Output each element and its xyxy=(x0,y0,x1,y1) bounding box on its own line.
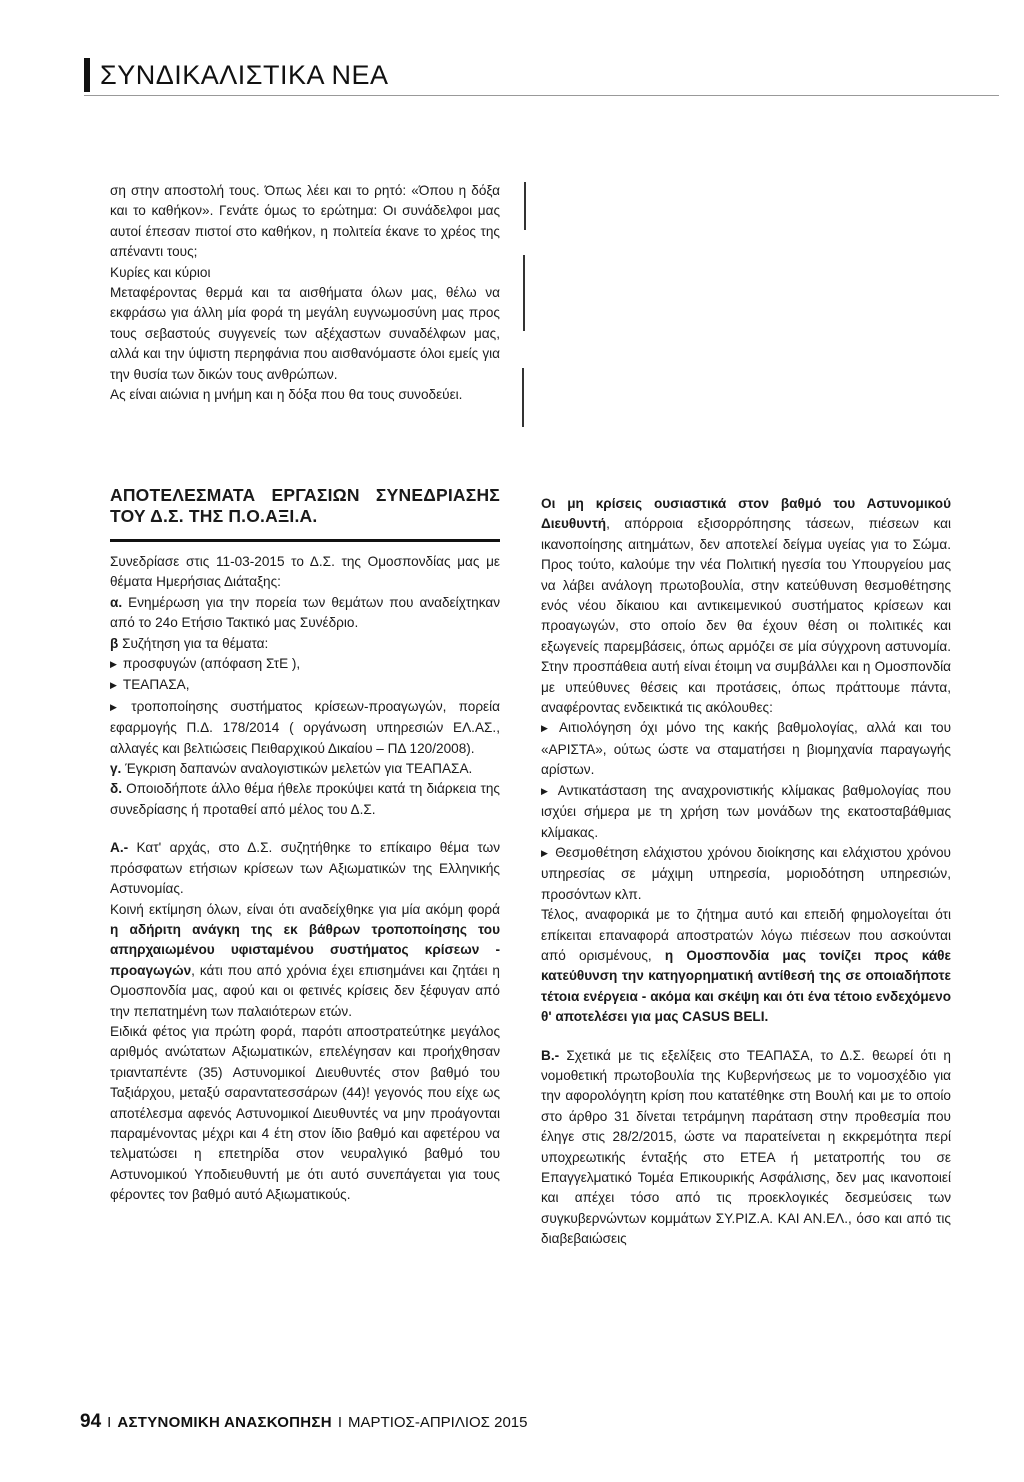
footer-separator: I xyxy=(337,1414,343,1431)
emphasis-text: Οι μη κρίσεις ουσιαστικά στον βαθμό του Αστυνομικού Διευθυντή xyxy=(541,496,951,532)
header-divider xyxy=(84,95,999,96)
agenda-label: β xyxy=(110,635,119,651)
agenda-text: Ενημέρωση για την πορεία των θεμάτων που αναδείχτηκαν από το 24ο Ετήσιο Τακτικό μας Συνέδριο. xyxy=(110,594,500,631)
article-title: ΑΠΟΤΕΛΕΣΜΑΤΑ ΕΡΓΑΣΙΩΝ ΣΥΝΕΔΡΙΑΣΗΣ ΤΟΥ Δ.Σ. ΤΗΣ Π.Ο.ΑΞΙ.Α. xyxy=(110,485,500,526)
agenda-item-a xyxy=(110,593,500,634)
publication-name: ΑΣΤΥΝΟΜΙΚΗ ΑΝΑΣΚΟΠΗΣΗ xyxy=(117,1414,332,1431)
header-accent-bar xyxy=(84,58,90,92)
closing-paragraph xyxy=(541,905,951,1027)
page-number: 94 xyxy=(80,1411,102,1432)
proposal-item: ▶ Αιτιολόγηση όχι μόνο της κακής βαθμολογίας, αλλά και του «ΑΡΙΣΤΑ», ούτως ώστε να σταματήσει η βιομηχανία παραγωγής αρίστων. xyxy=(541,718,951,780)
assessment-paragraph xyxy=(110,900,500,1022)
emphasis-text: η Ομοσπονδία μας τονίζει προς κάθε κατεύθυνση την κατηγορηματική αντίθεσή της σε οποιαδήποτε τέτοια ενέργεια - ακόμα και σκέψη και ότι ένα τέτοιο ενδεχόμενο θ' αποτελέσει για μας CASUS BELI. xyxy=(541,947,951,1025)
agenda-label: α. xyxy=(110,594,123,610)
issue-date: ΜΑΡΤΙΟΣ-ΑΠΡΙΛΙΟΣ 2015 xyxy=(348,1414,528,1431)
point-label: Α.- xyxy=(110,840,129,856)
agenda-text: Συζήτηση για τα θέματα: xyxy=(122,635,269,651)
intro-paragraph: Μεταφέροντας θερμά και τα αισθήματα όλων μας, θέλω να εκφράσω για άλλη μία φορά τη μεγάλη ευγνωμοσύνη μας προς τους σεβαστούς συγγενείς των αξέχαστων συναδέλφων μας, αλλά και την ύψιστη περηφάνια που αισθανόμαστε όλοι εμείς για την θυσία των δικών τους ανθρώπων. xyxy=(110,285,500,382)
point-a-paragraph xyxy=(110,838,500,899)
page-footer xyxy=(80,1411,528,1433)
paragraph-text: Τέλος, αναφορικά με το ζήτημα αυτό και επειδή φημολογείται ότι επίκειται επαναφορά αποστρατών λόγω πιέσεων που ασκούνται από ορισμένους, xyxy=(541,907,951,963)
point-b-paragraph xyxy=(541,1046,951,1250)
intro-paragraph: Ας είναι αιώνια η μνήμη και η δόξα που θα τους συνοδεύει. xyxy=(110,387,463,403)
section-header xyxy=(84,58,389,92)
intro-text-block xyxy=(110,181,500,405)
agenda-text: Οποιοδήποτε άλλο θέμα ήθελε προκύψει κατά τη διάρκεια της συνεδρίασης ή προταθεί από μέλος του Δ.Σ. xyxy=(110,781,500,817)
agenda-text: Έγκριση δαπανών αναλογιστικών μελετών για ΤΕΑΠΑΣΑ. xyxy=(125,761,473,777)
spacer xyxy=(541,1028,951,1046)
intro-paragraph: Κυρίες και κύριοι xyxy=(110,264,211,280)
left-column xyxy=(110,485,500,1206)
agenda-subitem: ▶ προσφυγών (απόφαση ΣτΕ ), xyxy=(110,654,500,675)
agenda-label: γ. xyxy=(110,761,122,777)
intro-paragraph: ση στην αποστολή τους. Όπως λέει και το ρητό: «Όπου η δόξα και το καθήκον». Γενάτε όμως το ερώτημα: Οι συνάδελφοι μας αυτοί έπεσαν πιστοί στο καθήκον, η πολιτεία έκανε το χρέος της απέναντι τους; xyxy=(110,183,500,260)
meeting-paragraph: Συνεδρίασε στις 11-03-2015 το Δ.Σ. της Ομοσπονδίας μας με θέματα Ημερήσιας Διάταξης: xyxy=(110,554,500,590)
agenda-item-d xyxy=(110,779,500,820)
agenda-label: δ. xyxy=(110,781,123,797)
emphasis-text: η αδήριτη ανάγκη της εκ βάθρων τροποποίησης του απηρχαιωμένου υφισταμένου συστήματος κρίσεων - προαγωγών xyxy=(110,921,500,978)
paragraph-text: Κοινή εκτίμηση όλων, είναι ότι αναδείχθηκε για μία ακόμη φορά xyxy=(110,901,500,917)
agenda-item-c xyxy=(110,759,500,779)
paragraph-text: , κάτι που από χρόνια έχει επισημάνει και ζητάει η Ομοσπονδία μας, αφού και οι φετινές κρίσεις δεν ξέφυγαν από την πεπατημένη των παλαιότερων ετών. xyxy=(110,962,500,1019)
section-title: ΣΥΝΔΙΚΑΛΙΣΤΙΚΑ ΝΕΑ xyxy=(100,59,389,90)
right-column xyxy=(541,494,951,1250)
column-divider-bottom xyxy=(522,368,524,427)
point-label: Β.- xyxy=(541,1047,560,1063)
title-underline xyxy=(110,539,500,542)
agenda-subitem: ▶ τροποποίησης συστήματος κρίσεων-προαγωγών, πορεία εφαρμογής Π.Δ. 178/2014 ( οργάνωση υπηρεσιών ΕΛ.ΑΣ., αλλαγές και βελτιώσεις Πειθαρχικού Δικαίου – ΠΔ 120/2008). xyxy=(110,697,500,759)
footer-separator: I xyxy=(107,1414,112,1431)
promotions-paragraph: Ειδικά φέτος για πρώτη φορά, παρότι αποστρατεύτηκε μεγάλος αριθμός ανώτατων Αξιωματικών, επελέγησαν και προήχθησαν τριανταπέντε (35) Αστυνομικοί Διευθυντές στον βαθμό του Ταξιάρχου, μεταξύ σαραντατεσσάρων (44)! γεγονός που είχε ως αποτέλεσμα αφενός Αστυνομικοί Διευθυντές να μην προάγονται παραμένοντας μέχρι και 4 έτη στον ίδιο βαθμό και αφετέρου να τελματώσει η επετηρίδα στον νευραλγικό βαθμό του Αστυνομικού Υποδιευθυντή με ότι αυτό συνεπάγεται για τους φέροντες τον βαθμό αυτό Αξιωματικούς. xyxy=(110,1023,500,1203)
proposal-item: ▶ Αντικατάσταση της αναχρονιστικής κλίμακας βαθμολογίας που ισχύει σήμερα με τη χρήση των μονάδων της εκατοσταβάθμιας κλίμακας. xyxy=(541,781,951,843)
column-divider-middle xyxy=(523,255,525,331)
agenda-subitem: ▶ ΤΕΑΠΑΣΑ, xyxy=(110,675,500,696)
paragraph-text: , απόρροια εξισορρόπησης τάσεων, πιέσεων και ικανοποίησης αιτημάτων, δεν αποτελεί δείγμα υγείας για το Σώμα. Προς τούτο, καλούμε την νέα Πολιτική ηγεσία του Υπουργείου μας να λάβει ανάλογη πρωτοβουλία, στην κατεύθυνση θεσμοθέτησης ενός νέου δίκαιου και αντικειμενικού συστήματος κρίσεων και προαγωγών, στο οποίο δεν θα έχουν θέση οι πολιτικές και εξωγενείς παρεμβάσεις, όπως αρμόζει σε μία σύγχρονη αστυνομία. Στην προσπάθεια αυτή είναι έτοιμη να συμβάλλει και η Ομοσπονδία με υπεύθυνες θέσεις και προτάσεις, όπως πράττουμε πάντα, αναφέροντας ενδεικτικά τις ακόλουθες: xyxy=(541,516,951,716)
point-text: Σχετικά με τις εξελίξεις στο ΤΕΑΠΑΣΑ, το Δ.Σ. θεωρεί ότι η νομοθετική πρωτοβουλία της Κυβερνήσεως με το νομοσχέδιο για την αφορολόγητη κρίση που κατατέθηκε στη Βουλή και με το οποίο στο άρθρο 31 δίνεται τετράμηνη παράταση στην προθεσμία που έληγε στις 28/2/2015, ώστε να παρατείνεται η εκκρεμότητα περί υποχρεωτικής ένταξής στο ΕΤΕΑ ή μετατροπής του σε Επαγγελματικό Τομέα Επικουρικής Ασφάλισης, δεν μας ικανοποιεί και απέχει τόσο από τις προεκλογικές δεσμεύσεις των συγκυβερνώντων κομμάτων ΣΥ.ΡΙΖ.Α. ΚΑΙ ΑΝ.ΕΛ., όσο και από τις διαβεβαιώσεις xyxy=(541,1047,951,1247)
agenda-item-b xyxy=(110,634,500,654)
crisis-paragraph xyxy=(541,494,951,718)
column-divider-top xyxy=(524,182,526,230)
proposal-item: ▶ Θεσμοθέτηση ελάχιστου χρόνου διοίκησης και ελάχιστου χρόνου υπηρεσίας σε μάχιμη υπηρεσία, μοριοδότηση υπηρεσιών, προσόντων κλπ. xyxy=(541,843,951,905)
point-text: Κατ' αρχάς, στο Δ.Σ. συζητήθηκε το επίκαιρο θέμα των πρόσφατων ετήσιων κρίσεων των Αξιωματικών της Ελληνικής Αστυνομίας. xyxy=(110,840,501,897)
spacer xyxy=(110,820,500,838)
